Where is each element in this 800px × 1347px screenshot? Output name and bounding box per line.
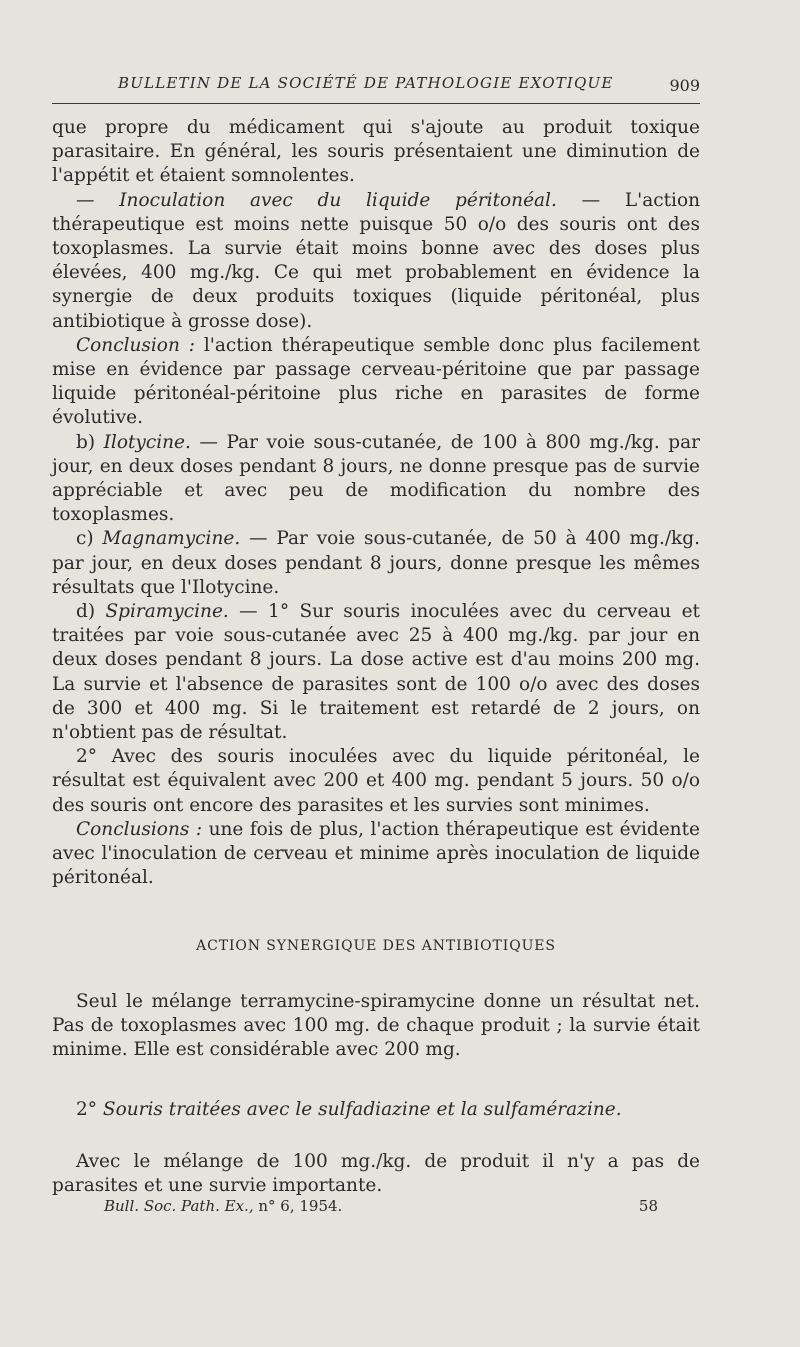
paragraph-text: — Par voie sous-cutanée, de 50 à 400 mg./kg. par jour, en deux doses pendant 8 jours, donne presque les mêmes résultats que l'Ilotycine. (52, 528, 700, 598)
paragraph-spiramycine (52, 600, 700, 745)
paragraph-conclusions (52, 818, 700, 891)
item-letter: c) (76, 528, 103, 550)
page-footer (104, 1197, 664, 1221)
main-text (52, 116, 700, 891)
item-letter: b) (76, 431, 104, 453)
item-number: 2° (76, 1099, 103, 1120)
final-section (52, 1150, 700, 1198)
paragraph-inoculation (52, 189, 700, 334)
paragraph-magnamycine (52, 527, 700, 600)
page-number: 909 (669, 76, 700, 95)
dash: — (76, 189, 120, 211)
paragraph-1: que propre du médicament qui s'ajoute au produit toxique parasitaire. En général, les souris présentaient une diminution de l'appétit et étaient somnolentes. (52, 117, 700, 187)
paragraph-conclusion (52, 334, 700, 431)
drug-name-magnamycine: Magnamycine. (102, 528, 241, 550)
header-rule (52, 103, 700, 104)
synergy-section (52, 990, 700, 1063)
section-heading: ACTION SYNERGIQUE DES ANTIBIOTIQUES (196, 938, 556, 954)
label-conclusions: Conclusions : (76, 818, 203, 840)
drug-name-ilotycine: Ilotycine. (103, 431, 191, 453)
journal-abbrev: Bull. Soc. Path. Ex., (104, 1197, 254, 1215)
signature-mark: 58 (638, 1197, 658, 1215)
issue-info: n° 6, 1954. (253, 1197, 343, 1215)
journal-citation (104, 1197, 342, 1215)
subheading-inoculation: Inoculation avec du liquide péritonéal. (119, 189, 557, 211)
paragraph-text: — L'action thérapeutique est moins nette puisque 50 o/o des souris ont des toxoplasmes. La survie était moins bonne avec des doses plus élevées, 400 mg./kg. Ce qui met probablement en évidence la synergie de deux produits toxiques (liquide péritonéal, plus antibiotique à grosse dose). (52, 189, 701, 332)
paragraph-peritoneal: 2° Avec des souris inoculées avec du liquide péritonéal, le résultat est équivalent avec 200 et 400 mg. pendant 5 jours. 50 o/o des souris ont encore des parasites et les survies sont minimes. (52, 746, 700, 816)
paragraph-text: — Par voie sous-cutanée, de 100 à 800 mg./kg. par jour, en deux doses pendant 8 jours, ne donne presque pas de survie appréciable et avec peu de modification du nombre des toxoplasmes. (52, 431, 700, 526)
running-title: BULLETIN DE LA SOCIÉTÉ DE PATHOLOGIE EXOTIQUE (118, 74, 614, 92)
label-conclusion: Conclusion : (76, 334, 195, 356)
final-paragraph: Avec le mélange de 100 mg./kg. de produit il n'y a pas de parasites et une survie importante. (52, 1151, 700, 1197)
drug-name-spiramycine: Spiramycine. (105, 601, 229, 623)
paragraph-text: une fois de plus, l'action thérapeutique est évidente avec l'inoculation de cerveau et minime après inoculation de liquide péritonéal. (52, 818, 700, 889)
synergy-paragraph: Seul le mélange terramycine-spiramycine donne un résultat net. Pas de toxoplasmes avec 100 mg. de chaque produit ; la survie était minime. Elle est considérable avec 200 mg. (52, 991, 700, 1061)
subheading-text: Souris traitées avec le sulfadiazine et la sulfamérazine. (102, 1099, 622, 1120)
paragraph-text: l'action thérapeutique semble donc plus facilement mise en évidence par passage cerveau-péritoine que par passage liquide péritonéal-péritoine plus riche en parasites de forme évolutive. (52, 334, 700, 429)
paragraph-ilotycine (52, 431, 700, 528)
paragraph-text: — 1° Sur souris inoculées avec du cerveau et traitées par voie sous-cutanée avec 25 à 400 mg./kg. par jour en deux doses pendant 8 jours. La dose active est d'au moins 200 mg. La survie et l'absence de parasites sont de 100 o/o avec des doses de 300 et 400 mg. Si le traitement est retardé de 2 jours, on n'obtient pas de résultat. (52, 601, 700, 744)
page-header (52, 74, 700, 104)
subheading-sulfonamides (76, 1099, 700, 1120)
item-letter: d) (76, 601, 106, 623)
